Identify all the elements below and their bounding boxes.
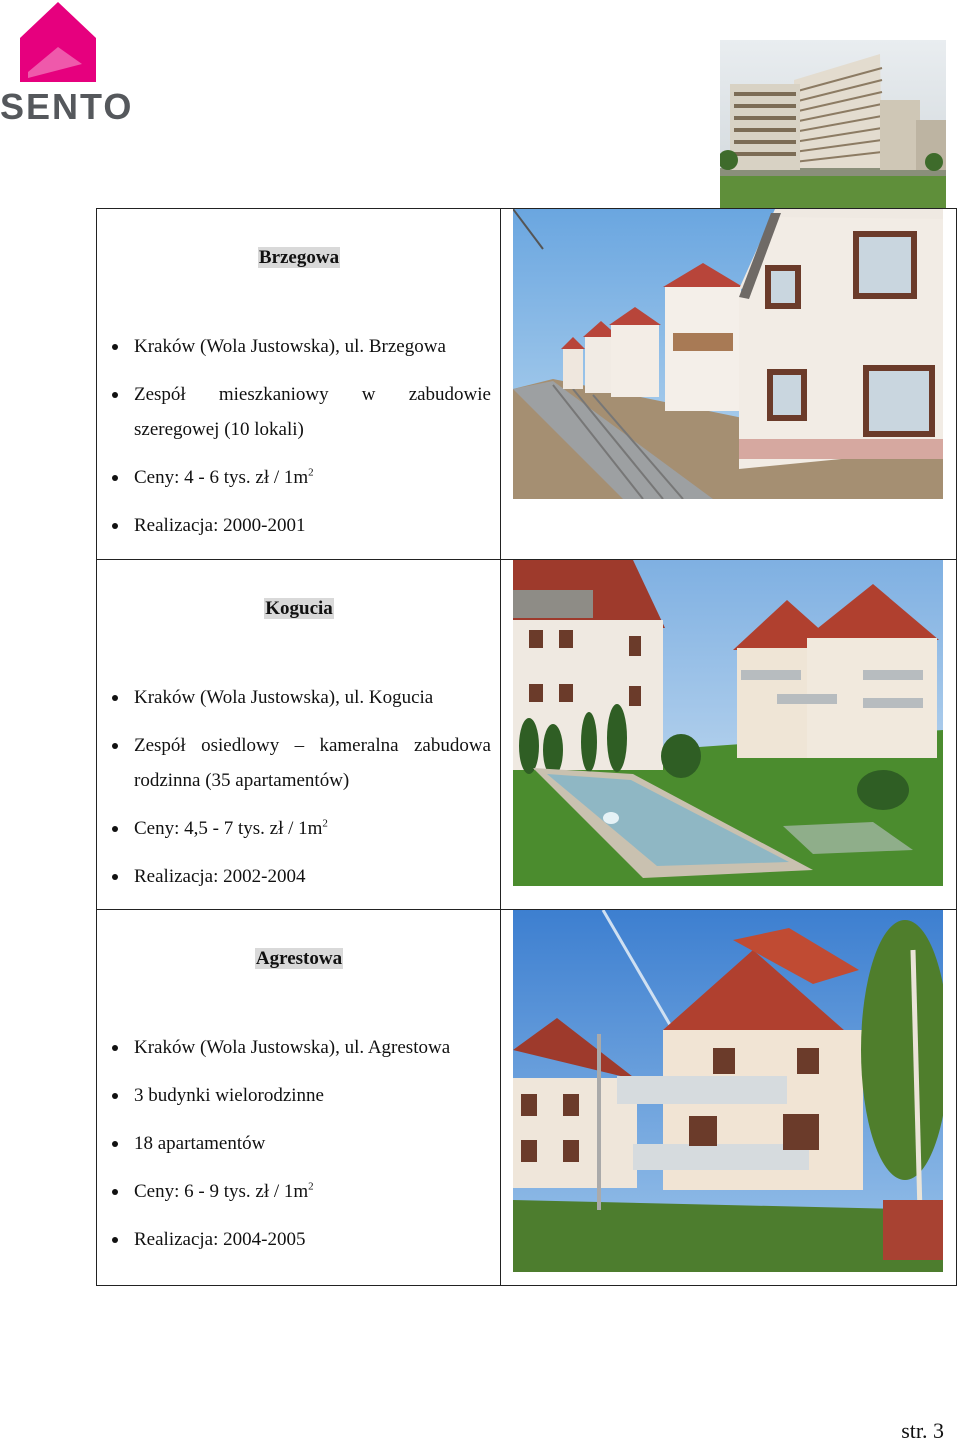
list-item: Ceny: 4,5 - 7 tys. zł / $1m^2$: [97, 811, 501, 846]
project-row-brzegowa: [97, 209, 956, 559]
project-title: Kogucia: [265, 598, 333, 619]
list-item: Ceny: 4 - 6 tys. zł / $1m^2$: [97, 460, 501, 495]
list-item: Kraków (Wola Justowska), ul. Agrestowa: [97, 1030, 501, 1065]
list-item: Ceny: 6 - 9 tys. zł / $1m^2$: [97, 1174, 501, 1209]
project-row-kogucia: [97, 559, 956, 909]
project-title: Agrestowa: [255, 948, 343, 969]
project-info-cell: [97, 209, 501, 559]
project-photo-kogucia: [513, 560, 943, 909]
projects-table: [96, 208, 957, 1286]
project-facts-list: [97, 329, 501, 543]
project-title: Brzegowa: [258, 247, 340, 268]
logo-text: SENTO: [0, 86, 134, 127]
list-item: Realizacja: 2004-2005: [97, 1222, 501, 1257]
project-row-agrestowa: [97, 909, 956, 1285]
project-facts-list: [97, 1030, 501, 1257]
project-photo-brzegowa: [513, 209, 943, 559]
list-item: 3 budynki wielorodzinne: [97, 1078, 501, 1113]
list-item: Kraków (Wola Justowska), ul. Kogucia: [97, 680, 501, 715]
house-logo-icon: [20, 2, 96, 84]
list-item: Realizacja: 2002-2004: [97, 859, 501, 894]
project-photo-agrestowa: [513, 910, 943, 1285]
list-item: Zespół osiedlowy – kameralna zabudowa rodzinna (35 apartamentów): [97, 728, 501, 798]
project-facts-list: [97, 680, 501, 894]
page-number: str. 3: [901, 1418, 944, 1443]
project-info-cell: [97, 910, 501, 1285]
sento-logo: [0, 0, 134, 130]
header-building-photo: [720, 40, 946, 208]
list-item: Zespół mieszkaniowy w zabudowie szeregowej (10 lokali): [97, 377, 501, 447]
list-item: Kraków (Wola Justowska), ul. Brzegowa: [97, 329, 501, 364]
list-item: Realizacja: 2000-2001: [97, 508, 501, 543]
project-info-cell: [97, 560, 501, 909]
list-item: 18 apartamentów: [97, 1126, 501, 1161]
